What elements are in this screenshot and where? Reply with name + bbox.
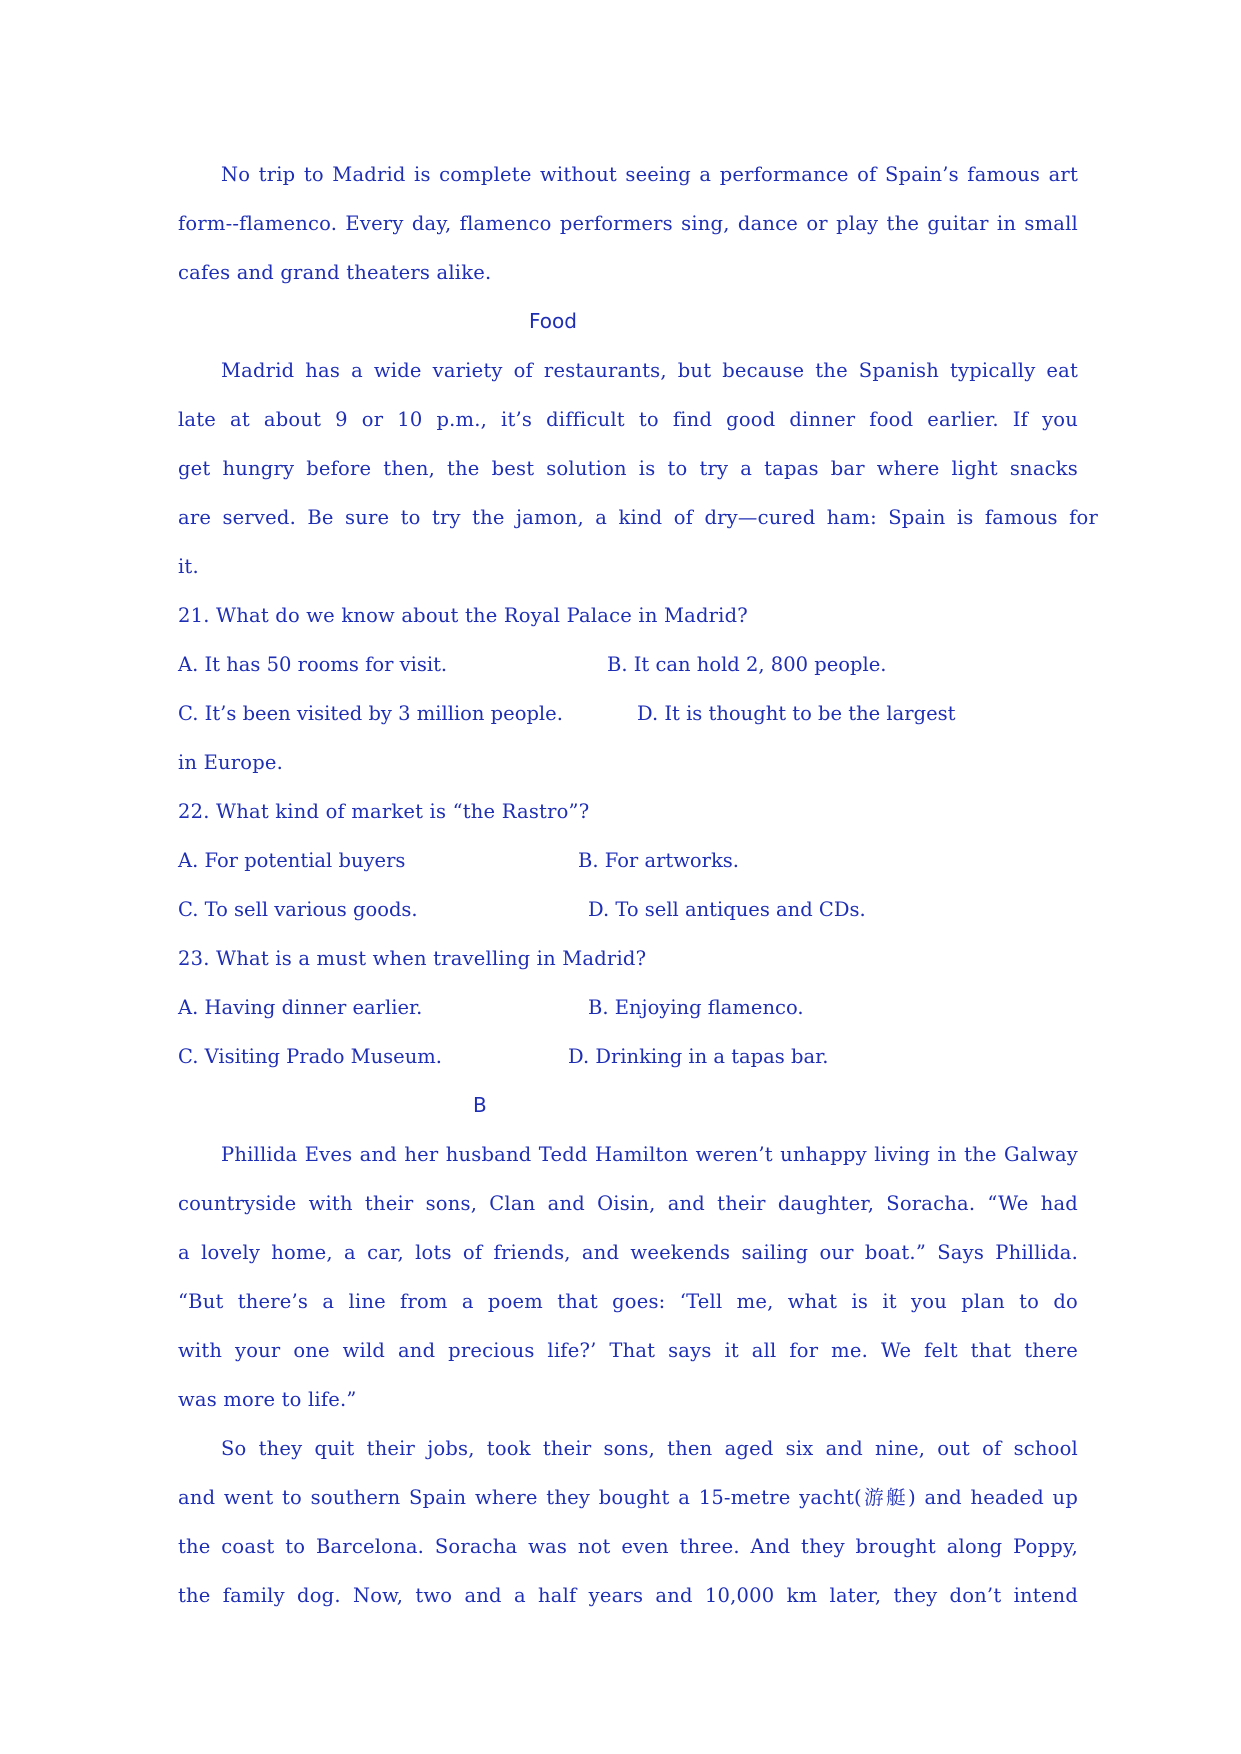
- text-line: the family dog. Now, two and a half years and 10,000 km later, they don’t intend: [178, 1584, 1078, 1607]
- text-line: get hungry before then, the best solution is to try a tapas bar where light snacks: [178, 457, 1078, 480]
- option-a: A. For potential buyers: [178, 849, 406, 872]
- text-line: Madrid has a wide variety of restaurants, but because the Spanish typically eat: [221, 359, 1078, 382]
- option-b: B. Enjoying flamenco.: [588, 996, 804, 1019]
- text-line: the coast to Barcelona. Soracha was not even three. And they brought along Poppy,: [178, 1535, 1078, 1558]
- text-line: it.: [178, 555, 199, 578]
- section-heading-food: Food: [529, 309, 577, 333]
- option-row: [178, 885, 1078, 934]
- text-line: form--flamenco. Every day, flamenco performers sing, dance or play the guitar in small: [178, 212, 1078, 235]
- option-c: C. Visiting Prado Museum.: [178, 1045, 442, 1068]
- document-page: [178, 150, 1098, 1620]
- text-line: was more to life.”: [178, 1388, 357, 1411]
- question-stem: 22. What kind of market is “the Rastro”?: [178, 800, 590, 823]
- text-line: So they quit their jobs, took their sons, then aged six and nine, out of school: [221, 1437, 1078, 1460]
- question-stem: 23. What is a must when travelling in Madrid?: [178, 947, 647, 970]
- option-row: [178, 983, 1078, 1032]
- option-c: C. It’s been visited by 3 million people.: [178, 702, 563, 725]
- section-heading-b: B: [473, 1093, 487, 1117]
- text-line: and went to southern Spain where they bought a 15-metre yacht(游艇) and headed up: [178, 1486, 1078, 1509]
- option-a: A. Having dinner earlier.: [178, 996, 423, 1019]
- option-d: D. Drinking in a tapas bar.: [568, 1045, 829, 1068]
- option-d: D. To sell antiques and CDs.: [588, 898, 866, 921]
- text-line: cafes and grand theaters alike.: [178, 261, 492, 284]
- option-c: C. To sell various goods.: [178, 898, 418, 921]
- option-b: B. For artworks.: [578, 849, 740, 872]
- option-a: A. It has 50 rooms for visit.: [178, 653, 448, 676]
- option-row: [178, 689, 1078, 738]
- text-line: No trip to Madrid is complete without seeing a performance of Spain’s famous art: [221, 163, 1078, 186]
- text-line: are served. Be sure to try the jamon, a kind of dry—cured ham: Spain is famous for: [178, 506, 1098, 529]
- text-line: Phillida Eves and her husband Tedd Hamilton weren’t unhappy living in the Galway: [221, 1143, 1078, 1166]
- text-line: countryside with their sons, Clan and Oisin, and their daughter, Soracha. “We had: [178, 1192, 1078, 1215]
- text-line: with your one wild and precious life?’ That says it all for me. We felt that there: [178, 1339, 1078, 1362]
- option-d-continued: in Europe.: [178, 751, 284, 774]
- text-line: a lovely home, a car, lots of friends, and weekends sailing our boat.” Says Phillida.: [178, 1241, 1078, 1264]
- option-b: B. It can hold 2, 800 people.: [607, 653, 887, 676]
- option-row: [178, 836, 1078, 885]
- option-d: D. It is thought to be the largest: [637, 702, 956, 725]
- text-line: “But there’s a line from a poem that goes: ‘Tell me, what is it you plan to do: [178, 1290, 1078, 1313]
- question-stem: 21. What do we know about the Royal Palace in Madrid?: [178, 604, 748, 627]
- option-row: [178, 1032, 1078, 1081]
- option-row: [178, 640, 1078, 689]
- text-line: late at about 9 or 10 p.m., it’s difficult to find good dinner food earlier. If you: [178, 408, 1078, 431]
